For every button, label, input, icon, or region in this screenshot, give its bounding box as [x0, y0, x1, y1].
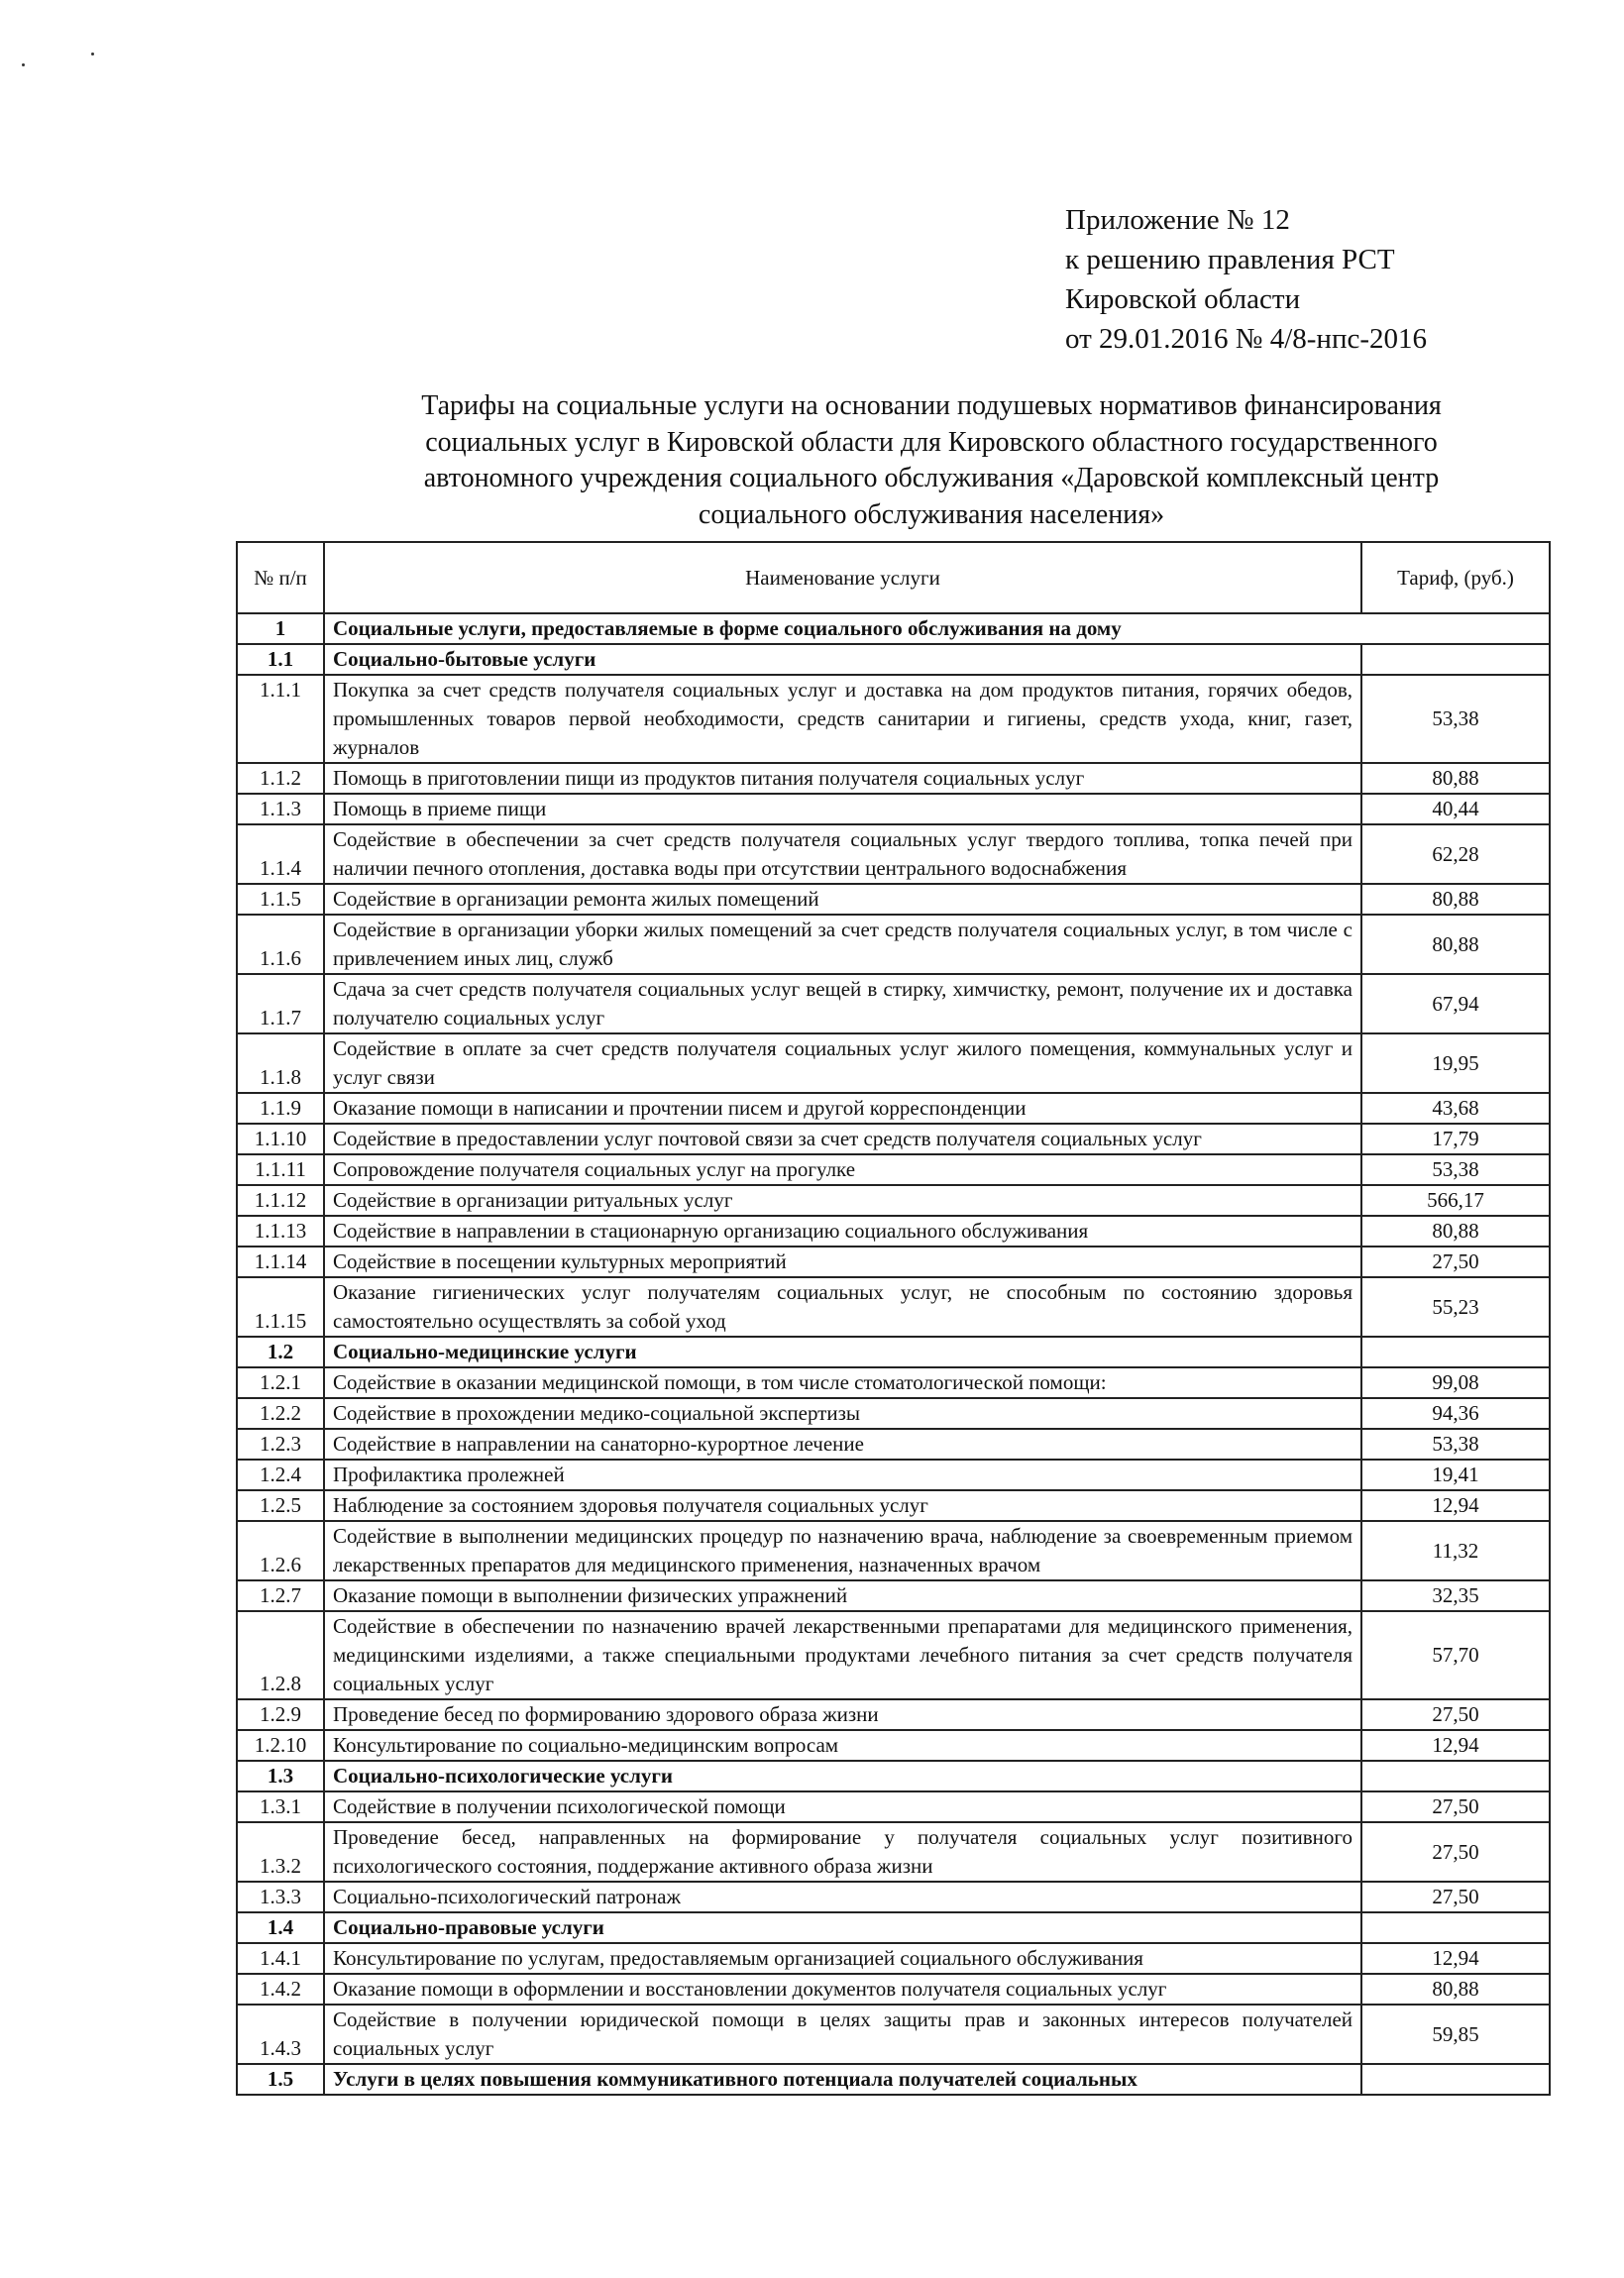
tariff-value: 12,94	[1361, 1943, 1550, 1974]
service-name: Содействие в обеспечении за счет средств получателя социальных услуг твердого топлива, топка печей при наличии печного отопления, доставка воды при отсутствии центрального водоснабжения	[324, 824, 1361, 884]
tariff-value: 94,36	[1361, 1398, 1550, 1429]
service-name: Содействие в обеспечении по назначению врачей лекарственными препаратами для медицинского применения, медицинскими изделиями, а также специальными продуктами лечебного питания за счет средств получателя социальных услуг	[324, 1611, 1361, 1699]
annex-line: от 29.01.2016 № 4/8-нпс-2016	[1065, 323, 1427, 355]
tariff-value	[1361, 2064, 1550, 2095]
service-name: Социально-правовые услуги	[324, 1912, 1361, 1943]
row-number: 1.1.6	[237, 915, 324, 974]
tariff-value: 62,28	[1361, 824, 1550, 884]
table-row	[237, 824, 1550, 884]
table-row	[237, 1580, 1550, 1611]
tariff-value: 17,79	[1361, 1124, 1550, 1154]
tariff-value: 12,94	[1361, 1730, 1550, 1761]
tariff-value: 12,94	[1361, 1490, 1550, 1521]
service-name: Содействие в посещении культурных мероприятий	[324, 1247, 1361, 1277]
service-name: Помощь в приеме пищи	[324, 794, 1361, 824]
row-number: 1.5	[237, 2064, 324, 2095]
service-name: Сдача за счет средств получателя социальных услуг вещей в стирку, химчистку, ремонт, получение их и доставка получателю социальных услуг	[324, 974, 1361, 1033]
row-number: 1.3.1	[237, 1791, 324, 1822]
service-name: Содействие в предоставлении услуг почтовой связи за счет средств получателя социальных услуг	[324, 1124, 1361, 1154]
table-row	[237, 1247, 1550, 1277]
table-row	[237, 1367, 1550, 1398]
tariff-value: 53,38	[1361, 675, 1550, 763]
tariff-value	[1361, 1912, 1550, 1943]
row-number: 1.2.8	[237, 1611, 324, 1699]
table-row	[237, 763, 1550, 794]
table-row	[237, 1124, 1550, 1154]
row-number: 1	[237, 613, 324, 644]
table-row	[237, 1699, 1550, 1730]
table-row	[237, 2005, 1550, 2064]
section-row	[237, 1912, 1550, 1943]
service-name: Покупка за счет средств получателя социальных услуг и доставка на дом продуктов питания, горячих обедов, промышленных товаров первой необходимости, средств санитарии и гигиены, средств ухода, книг, газет, журналов	[324, 675, 1361, 763]
row-number: 1.1.10	[237, 1124, 324, 1154]
service-name: Содействие в выполнении медицинских процедур по назначению врача, наблюдение за своевременным приемом лекарственных препаратов для медицинского применения, назначенных врачом	[324, 1521, 1361, 1580]
row-number: 1.3	[237, 1761, 324, 1791]
section-row	[237, 1337, 1550, 1367]
tariff-value: 40,44	[1361, 794, 1550, 824]
tariff-value: 67,94	[1361, 974, 1550, 1033]
table-row	[237, 1490, 1550, 1521]
tariff-value: 19,95	[1361, 1033, 1550, 1093]
row-number: 1.1.5	[237, 884, 324, 915]
row-number: 1.1	[237, 644, 324, 675]
table-row	[237, 1611, 1550, 1699]
tariff-value: 80,88	[1361, 1216, 1550, 1247]
service-name: Социальные услуги, предоставляемые в форме социального обслуживания на дому	[324, 613, 1550, 644]
row-number: 1.4	[237, 1912, 324, 1943]
table-row	[237, 1185, 1550, 1216]
title-line: автономного учреждения социального обслуживания «Даровской комплексный центр	[423, 463, 1440, 493]
tariff-value: 59,85	[1361, 2005, 1550, 2064]
service-name: Содействие в оказании медицинской помощи, в том числе стоматологической помощи:	[324, 1367, 1361, 1398]
row-number: 1.1.7	[237, 974, 324, 1033]
row-number: 1.2.3	[237, 1429, 324, 1460]
section-row	[237, 644, 1550, 675]
tariff-value: 55,23	[1361, 1277, 1550, 1337]
row-number: 1.2.2	[237, 1398, 324, 1429]
table-row	[237, 1277, 1550, 1337]
service-name: Помощь в приготовлении пищи из продуктов питания получателя социальных услуг	[324, 763, 1361, 794]
row-number: 1.1.8	[237, 1033, 324, 1093]
tariff-value: 11,32	[1361, 1521, 1550, 1580]
row-number: 1.2.7	[237, 1580, 324, 1611]
service-name: Содействие в оплате за счет средств получателя социальных услуг жилого помещения, коммунальных услуг и услуг связи	[324, 1033, 1361, 1093]
row-number: 1.1.13	[237, 1216, 324, 1247]
tariff-value: 80,88	[1361, 884, 1550, 915]
row-number: 1.2.10	[237, 1730, 324, 1761]
service-name: Оказание гигиенических услуг получателям социальных услуг, не способным по состоянию здоровья самостоятельно осуществлять за собой уход	[324, 1277, 1361, 1337]
row-number: 1.1.11	[237, 1154, 324, 1185]
service-name: Консультирование по социально-медицинским вопросам	[324, 1730, 1361, 1761]
service-name: Профилактика пролежней	[324, 1460, 1361, 1490]
row-number: 1.2.9	[237, 1699, 324, 1730]
row-number: 1.3.2	[237, 1822, 324, 1882]
row-number: 1.1.1	[237, 675, 324, 763]
section-row	[237, 2064, 1550, 2095]
service-name: Социально-психологический патронаж	[324, 1882, 1361, 1912]
row-number: 1.1.2	[237, 763, 324, 794]
tariff-value	[1361, 644, 1550, 675]
service-name: Содействие в направлении в стационарную организацию социального обслуживания	[324, 1216, 1361, 1247]
service-name: Содействие в организации ремонта жилых помещений	[324, 884, 1361, 915]
tariff-value	[1361, 1761, 1550, 1791]
row-number: 1.1.12	[237, 1185, 324, 1216]
tariff-value: 19,41	[1361, 1460, 1550, 1490]
section-row	[237, 1761, 1550, 1791]
table-row	[237, 1943, 1550, 1974]
table-header-row	[237, 542, 1550, 613]
service-name: Услуги в целях повышения коммуникативного потенциала получателей социальных	[324, 2064, 1361, 2095]
table-row	[237, 915, 1550, 974]
service-name: Оказание помощи в выполнении физических упражнений	[324, 1580, 1361, 1611]
table-row	[237, 675, 1550, 763]
scan-speck	[91, 53, 94, 55]
tariff-value: 99,08	[1361, 1367, 1550, 1398]
service-name: Содействие в получении юридической помощи в целях защиты прав и законных интересов получателей социальных услуг	[324, 2005, 1361, 2064]
table-row	[237, 1093, 1550, 1124]
row-number: 1.4.1	[237, 1943, 324, 1974]
tariff-value: 32,35	[1361, 1580, 1550, 1611]
tariff-value	[1361, 1337, 1550, 1367]
service-name: Содействие в организации ритуальных услуг	[324, 1185, 1361, 1216]
header-tariff: Тариф, (руб.)	[1361, 542, 1550, 613]
row-number: 1.1.15	[237, 1277, 324, 1337]
service-name: Социально-медицинские услуги	[324, 1337, 1361, 1367]
table-row	[237, 1398, 1550, 1429]
table-row	[237, 1033, 1550, 1093]
tariff-value: 57,70	[1361, 1611, 1550, 1699]
row-number: 1.2.5	[237, 1490, 324, 1521]
annex-line: Кировской области	[1065, 283, 1301, 315]
service-name: Консультирование по услугам, предоставляемым организацией социального обслуживания	[324, 1943, 1361, 1974]
row-number: 1.1.9	[237, 1093, 324, 1124]
service-name: Наблюдение за состоянием здоровья получателя социальных услуг	[324, 1490, 1361, 1521]
table-row	[237, 1429, 1550, 1460]
row-number: 1.2	[237, 1337, 324, 1367]
title-line: Тарифы на социальные услуги на основании подушевых нормативов финансирования	[421, 390, 1442, 421]
row-number: 1.1.14	[237, 1247, 324, 1277]
header-num: № п/п	[237, 542, 324, 613]
service-name: Содействие в организации уборки жилых помещений за счет средств получателя социальных услуг, в том числе с привлечением иных лиц, служб	[324, 915, 1361, 974]
table-row	[237, 974, 1550, 1033]
tariff-value: 27,50	[1361, 1791, 1550, 1822]
document-title	[287, 388, 1575, 533]
row-number: 1.1.4	[237, 824, 324, 884]
tariff-value: 27,50	[1361, 1699, 1550, 1730]
section-row	[237, 613, 1550, 644]
header-name: Наименование услуги	[324, 542, 1361, 613]
service-name: Оказание помощи в оформлении и восстановлении документов получателя социальных услуг	[324, 1974, 1361, 2005]
service-name: Социально-бытовые услуги	[324, 644, 1361, 675]
table-row	[237, 1730, 1550, 1761]
table-row	[237, 884, 1550, 915]
row-number: 1.2.6	[237, 1521, 324, 1580]
annex-line: Приложение № 12	[1065, 204, 1290, 236]
service-name: Социально-психологические услуги	[324, 1761, 1361, 1791]
tariff-value: 566,17	[1361, 1185, 1550, 1216]
table-row	[237, 794, 1550, 824]
row-number: 1.4.2	[237, 1974, 324, 2005]
title-line: социального обслуживания населения»	[698, 498, 1165, 530]
tariff-value: 27,50	[1361, 1822, 1550, 1882]
tariff-value: 27,50	[1361, 1882, 1550, 1912]
row-number: 1.2.1	[237, 1367, 324, 1398]
tariff-value: 53,38	[1361, 1429, 1550, 1460]
table-row	[237, 1791, 1550, 1822]
title-line: социальных услуг в Кировской области для Кировского областного государственного	[425, 426, 1438, 458]
tariff-value: 27,50	[1361, 1247, 1550, 1277]
table-row	[237, 1822, 1550, 1882]
scan-speck	[22, 63, 25, 66]
table-row	[237, 1882, 1550, 1912]
row-number: 1.2.4	[237, 1460, 324, 1490]
row-number: 1.1.3	[237, 794, 324, 824]
tariff-value: 80,88	[1361, 1974, 1550, 2005]
service-name: Оказание помощи в написании и прочтении писем и другой корреспонденции	[324, 1093, 1361, 1124]
annex-line: к решению правления РСТ	[1065, 244, 1395, 275]
service-name: Проведение бесед по формированию здорового образа жизни	[324, 1699, 1361, 1730]
table-row	[237, 1521, 1550, 1580]
table-row	[237, 1216, 1550, 1247]
tariff-value: 43,68	[1361, 1093, 1550, 1124]
table-row	[237, 1460, 1550, 1490]
tariff-table	[236, 541, 1551, 2096]
table-row	[237, 1974, 1550, 2005]
annex-reference	[1065, 200, 1427, 359]
service-name: Сопровождение получателя социальных услуг на прогулке	[324, 1154, 1361, 1185]
tariff-value: 80,88	[1361, 763, 1550, 794]
service-name: Содействие в прохождении медико-социальной экспертизы	[324, 1398, 1361, 1429]
row-number: 1.3.3	[237, 1882, 324, 1912]
table-row	[237, 1154, 1550, 1185]
service-name: Содействие в получении психологической помощи	[324, 1791, 1361, 1822]
service-name: Содействие в направлении на санаторно-курортное лечение	[324, 1429, 1361, 1460]
row-number: 1.4.3	[237, 2005, 324, 2064]
tariff-value: 53,38	[1361, 1154, 1550, 1185]
service-name: Проведение бесед, направленных на формирование у получателя социальных услуг позитивного психологического состояния, поддержание активного образа жизни	[324, 1822, 1361, 1882]
tariff-value: 80,88	[1361, 915, 1550, 974]
table-body	[237, 613, 1550, 2095]
